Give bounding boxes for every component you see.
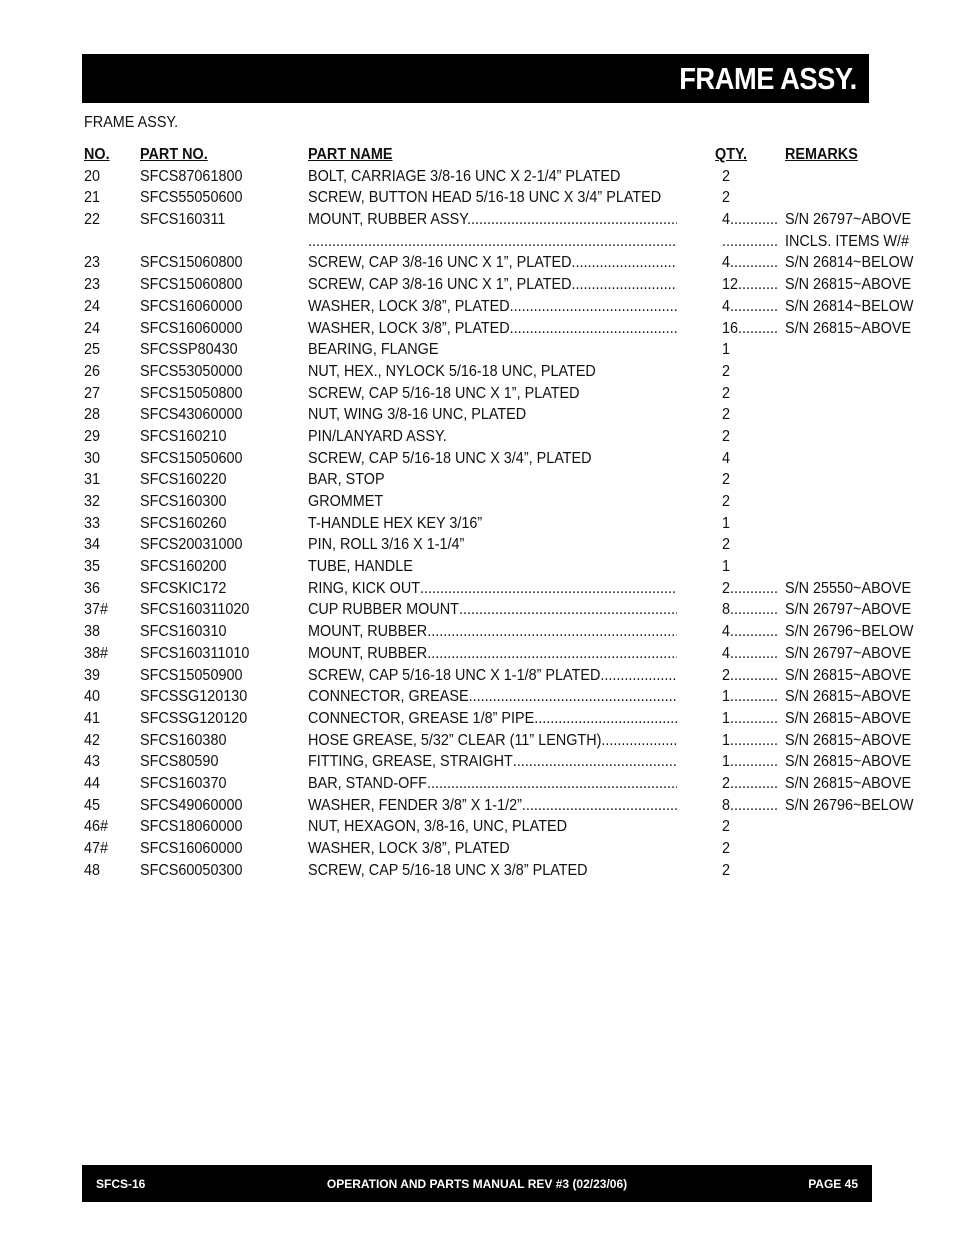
- row-qty: 2: [722, 840, 731, 857]
- row-qty-cell: [722, 578, 778, 599]
- footer-page-number: PAGE 45: [808, 1177, 858, 1191]
- row-part-no: SFCS15050900: [140, 666, 243, 684]
- row-no: 48: [84, 861, 101, 879]
- row-remarks: S/N 26815~ABOVE: [785, 731, 912, 749]
- row-qty: 2: [722, 362, 731, 380]
- row-part-name-cell: [308, 773, 677, 794]
- table-row: [84, 534, 944, 556]
- row-no: 42: [84, 731, 101, 749]
- row-part-name-cell: [308, 665, 677, 686]
- row-remarks: S/N 26815~ABOVE: [785, 688, 912, 706]
- dot-leader: [308, 231, 677, 252]
- table-row: [84, 665, 944, 687]
- row-part-no: SFCS160310: [140, 623, 227, 641]
- row-part-no: SFCS16060000: [140, 840, 243, 857]
- table-row: [84, 773, 944, 795]
- dot-leader: [730, 686, 778, 707]
- row-qty: 12: [722, 276, 739, 294]
- row-part-name-cell: [308, 166, 677, 187]
- row-qty-cell: [722, 209, 778, 230]
- dot-leader: [730, 209, 778, 230]
- row-part-name: WASHER, LOCK 3/8”, PLATED: [308, 319, 510, 337]
- row-part-no: SFCSSP80430: [140, 341, 238, 359]
- row-part-name: SCREW, CAP 5/16-18 UNC X 3/8” PLATED: [308, 861, 588, 879]
- row-part-no: SFCS160220: [140, 471, 227, 489]
- table-row: [84, 187, 944, 209]
- row-remarks: S/N 26815~ABOVE: [785, 319, 912, 337]
- column-header-part-no: PART NO.: [140, 146, 208, 163]
- row-qty: 4: [722, 623, 731, 641]
- row-qty: 2: [722, 579, 731, 597]
- table-row: [84, 491, 944, 513]
- row-qty: 1: [722, 514, 731, 532]
- row-remarks: S/N 26814~BELOW: [785, 297, 914, 315]
- row-no: 20: [84, 167, 101, 185]
- dot-leader: [572, 274, 677, 295]
- page-header-bar: [82, 54, 869, 103]
- row-part-name-cell: [308, 361, 677, 382]
- row-part-name: SCREW, CAP 3/8-16 UNC X 1”, PLATED: [308, 254, 572, 272]
- dot-leader: [600, 665, 677, 686]
- row-part-name-cell: [308, 491, 677, 512]
- row-part-name-cell: [308, 621, 677, 642]
- row-remarks: S/N 26815~ABOVE: [785, 774, 912, 792]
- row-part-name: MOUNT, RUBBER: [308, 623, 428, 641]
- dot-leader: [738, 318, 778, 339]
- dot-leader: [738, 274, 778, 295]
- table-row: [84, 361, 944, 383]
- dot-leader: [522, 795, 677, 816]
- row-part-no: SFCS53050000: [140, 362, 243, 380]
- table-row: [84, 469, 944, 491]
- dot-leader: [722, 231, 778, 252]
- dot-leader: [730, 773, 778, 794]
- row-part-no: SFCS80590: [140, 753, 219, 771]
- row-part-name: BEARING, FLANGE: [308, 341, 439, 359]
- dot-leader: [510, 296, 677, 317]
- row-part-name-cell: [308, 751, 677, 772]
- row-part-no: SFCS18060000: [140, 818, 243, 836]
- dot-leader: [510, 318, 677, 339]
- row-part-name-cell: [308, 838, 677, 859]
- row-part-no: SFCS15060800: [140, 276, 243, 294]
- row-qty: 1: [722, 688, 731, 706]
- row-no: 39: [84, 666, 101, 684]
- table-row: [84, 578, 944, 600]
- dot-leader: [513, 751, 677, 772]
- table-row: [84, 231, 944, 253]
- row-no: 47#: [84, 840, 109, 857]
- section-subtitle: FRAME ASSY.: [84, 114, 179, 131]
- table-row: [84, 686, 944, 708]
- row-part-name-cell: [308, 404, 677, 425]
- table-row: [84, 404, 944, 426]
- row-part-no: SFCS15050600: [140, 449, 243, 467]
- row-qty-cell: [722, 686, 778, 707]
- row-part-name: SCREW, CAP 5/16-18 UNC X 1”, PLATED: [308, 384, 580, 402]
- row-part-no: SFCS20031000: [140, 536, 243, 554]
- row-no: 36: [84, 579, 101, 597]
- row-qty: 8: [722, 601, 731, 619]
- dot-leader: [730, 643, 778, 664]
- row-no: 21: [84, 189, 101, 207]
- row-part-no: SFCS160200: [140, 558, 227, 576]
- row-part-name: SCREW, CAP 3/8-16 UNC X 1”, PLATED: [308, 276, 572, 294]
- dot-leader: [730, 751, 778, 772]
- row-no: 44: [84, 774, 101, 792]
- row-part-name-cell: [308, 860, 677, 881]
- row-part-no: SFCSSG120120: [140, 709, 248, 727]
- row-remarks: S/N 26797~ABOVE: [785, 644, 912, 662]
- column-header-no: NO.: [84, 146, 110, 163]
- row-part-name-cell: [308, 599, 677, 620]
- table-row: [84, 621, 944, 643]
- dot-leader: [730, 730, 778, 751]
- row-qty: 4: [722, 254, 731, 272]
- row-part-name: BAR, STAND-OFF: [308, 774, 427, 792]
- table-row: [84, 166, 944, 188]
- row-part-name-cell: [308, 339, 677, 360]
- row-part-name-cell: [308, 578, 677, 599]
- row-part-no: SFCS160311020: [140, 601, 250, 619]
- row-qty-cell: [722, 621, 778, 642]
- row-no: 31: [84, 471, 101, 489]
- row-part-name-cell: [308, 318, 677, 339]
- row-part-no: SFCS49060000: [140, 796, 243, 814]
- row-qty: 2: [722, 666, 731, 684]
- row-no: 29: [84, 427, 101, 445]
- footer-model: SFCS-16: [96, 1177, 146, 1191]
- row-part-no: SFCS15050800: [140, 384, 243, 402]
- row-part-name-cell: [308, 643, 677, 664]
- row-part-name: PIN/LANYARD ASSY.: [308, 427, 447, 445]
- row-qty: 4: [722, 449, 731, 467]
- row-qty: 1: [722, 753, 731, 771]
- table-row: [84, 296, 944, 318]
- row-part-name: SCREW, CAP 5/16-18 UNC X 3/4”, PLATED: [308, 449, 592, 467]
- dot-leader: [730, 795, 778, 816]
- row-remarks: S/N 26815~ABOVE: [785, 709, 912, 727]
- row-qty-cell: [722, 773, 778, 794]
- row-no: 46#: [84, 818, 109, 836]
- row-part-name: WASHER, LOCK 3/8”, PLATED: [308, 297, 510, 315]
- row-part-name: NUT, WING 3/8-16 UNC, PLATED: [308, 406, 527, 424]
- row-no: 35: [84, 558, 101, 576]
- row-no: 32: [84, 493, 101, 510]
- row-no: 37#: [84, 601, 109, 619]
- table-row: [84, 426, 944, 448]
- table-row: [84, 643, 944, 665]
- row-part-name: MOUNT, RUBBER: [308, 644, 428, 662]
- table-row: [84, 816, 944, 838]
- row-qty: 1: [722, 558, 731, 576]
- dot-leader: [730, 296, 778, 317]
- table-row: [84, 274, 944, 296]
- row-qty-cell: [722, 599, 778, 620]
- row-qty: 2: [722, 861, 731, 879]
- row-no: 23: [84, 254, 101, 272]
- dot-leader: [601, 730, 677, 751]
- row-part-name: T-HANDLE HEX KEY 3/16”: [308, 514, 483, 532]
- table-row: [84, 383, 944, 405]
- row-qty-cell: [722, 274, 778, 295]
- row-remarks: S/N 25550~ABOVE: [785, 579, 912, 597]
- table-row: [84, 209, 944, 231]
- row-qty-cell: [722, 318, 778, 339]
- row-part-no: SFCS16060000: [140, 319, 243, 337]
- row-part-name-cell: [308, 686, 677, 707]
- row-remarks: INCLS. ITEMS W/#: [785, 232, 910, 250]
- table-row: [84, 751, 944, 773]
- row-qty-cell: [722, 296, 778, 317]
- row-part-name-cell: [308, 708, 677, 729]
- row-qty-cell: [722, 708, 778, 729]
- row-part-name-cell: [308, 469, 677, 490]
- row-qty: 2: [722, 818, 731, 836]
- row-no: 40: [84, 688, 101, 706]
- row-no: 43: [84, 753, 101, 771]
- row-part-name: SCREW, BUTTON HEAD 5/16-18 UNC X 3/4” PLATED: [308, 189, 662, 207]
- row-no: 23: [84, 276, 101, 294]
- row-qty-cell: [722, 665, 778, 686]
- column-header-remarks: REMARKS: [785, 146, 858, 163]
- row-part-name-cell: [308, 556, 677, 577]
- row-remarks: S/N 26796~BELOW: [785, 796, 914, 814]
- row-qty: 16: [722, 319, 739, 337]
- row-no: 28: [84, 406, 101, 424]
- row-part-no: SFCS160300: [140, 493, 227, 510]
- row-part-no: SFCSKIC172: [140, 579, 227, 597]
- row-qty: 4: [722, 644, 731, 662]
- row-part-name: WASHER, LOCK 3/8”, PLATED: [308, 840, 510, 857]
- row-part-name: TUBE, HANDLE: [308, 558, 413, 576]
- row-part-no: SFCS160311010: [140, 644, 250, 662]
- dot-leader: [420, 578, 677, 599]
- row-part-name: CONNECTOR, GREASE: [308, 688, 469, 706]
- row-qty-cell: [722, 751, 778, 772]
- row-part-name-cell: [308, 534, 677, 555]
- row-qty-cell: [722, 252, 778, 273]
- row-part-name: CONNECTOR, GREASE 1/8” PIPE: [308, 709, 535, 727]
- column-header-qty: QTY.: [715, 146, 748, 163]
- row-part-name-cell: [308, 816, 677, 837]
- row-no: 41: [84, 709, 101, 727]
- dot-leader: [427, 773, 677, 794]
- row-qty: 2: [722, 471, 731, 489]
- row-qty: 1: [722, 709, 731, 727]
- dot-leader: [427, 621, 677, 642]
- row-part-name-cell: [308, 209, 677, 230]
- row-qty-cell: [722, 643, 778, 664]
- page-title: FRAME ASSY.: [679, 61, 857, 96]
- row-part-no: SFCS60050300: [140, 861, 243, 879]
- table-body: [84, 166, 944, 882]
- row-qty: 2: [722, 384, 731, 402]
- row-qty: 2: [722, 406, 731, 424]
- row-qty: 2: [722, 536, 731, 554]
- row-part-name: RING, KICK OUT: [308, 579, 421, 597]
- row-part-name-cell: [308, 383, 677, 404]
- row-no: 38#: [84, 644, 109, 662]
- row-qty: 1: [722, 731, 731, 749]
- row-part-name: NUT, HEXAGON, 3/8-16, UNC, PLATED: [308, 818, 568, 836]
- row-no: 26: [84, 362, 101, 380]
- table-row: [84, 448, 944, 470]
- row-qty-cell: [722, 730, 778, 751]
- dot-leader: [471, 209, 677, 230]
- row-part-name: FITTING, GREASE, STRAIGHT: [308, 753, 513, 771]
- table-row: [84, 838, 944, 860]
- dot-leader: [427, 643, 677, 664]
- row-no: 38: [84, 623, 101, 641]
- row-part-name-cell: [308, 448, 677, 469]
- dot-leader: [730, 252, 778, 273]
- row-no: 24: [84, 319, 101, 337]
- dot-leader: [730, 599, 778, 620]
- row-part-no: SFCS160210: [140, 427, 227, 445]
- row-qty: 4: [722, 211, 731, 229]
- row-remarks: S/N 26814~BELOW: [785, 254, 914, 272]
- table-row: [84, 599, 944, 621]
- row-part-name: CUP RUBBER MOUNT: [308, 601, 459, 619]
- row-remarks: S/N 26815~ABOVE: [785, 666, 912, 684]
- dot-leader: [459, 599, 677, 620]
- row-no: 22: [84, 211, 101, 229]
- row-no: 27: [84, 384, 101, 402]
- row-part-name: PIN, ROLL 3/16 X 1-1/4”: [308, 536, 465, 554]
- row-part-name: BAR, STOP: [308, 471, 385, 489]
- row-part-name: BOLT, CARRIAGE 3/8-16 UNC X 2-1/4” PLATED: [308, 167, 621, 185]
- row-part-name: NUT, HEX., NYLOCK 5/16-18 UNC, PLATED: [308, 362, 596, 380]
- table-row: [84, 339, 944, 361]
- row-part-no: SFCS55050600: [140, 189, 243, 207]
- column-header-part-name: PART NAME: [308, 146, 393, 163]
- row-qty: 1: [722, 341, 731, 359]
- table-header-row: [84, 144, 944, 166]
- row-part-no: SFCS160380: [140, 731, 227, 749]
- table-row: [84, 708, 944, 730]
- dot-leader: [534, 708, 677, 729]
- row-part-no: SFCS160370: [140, 774, 227, 792]
- table-row: [84, 795, 944, 817]
- row-qty: 2: [722, 774, 731, 792]
- row-qty: 4: [722, 297, 731, 315]
- dot-leader: [730, 578, 778, 599]
- dot-leader: [730, 621, 778, 642]
- table-row: [84, 513, 944, 535]
- row-qty: 2: [722, 493, 731, 510]
- dot-leader: [469, 686, 677, 707]
- table-row: [84, 318, 944, 340]
- dot-leader: [730, 708, 778, 729]
- row-qty: 8: [722, 796, 731, 814]
- row-remarks: S/N 26797~ABOVE: [785, 211, 912, 229]
- row-part-no: SFCS43060000: [140, 406, 243, 424]
- table-row: [84, 730, 944, 752]
- row-qty: 2: [722, 189, 731, 207]
- row-part-name: HOSE GREASE, 5/32” CLEAR (11” LENGTH): [308, 731, 602, 749]
- dot-leader: [730, 665, 778, 686]
- page-footer-bar: [82, 1165, 872, 1202]
- row-no: 33: [84, 514, 101, 532]
- row-part-no: SFCS160260: [140, 514, 227, 532]
- row-part-name: MOUNT, RUBBER ASSY.: [308, 211, 471, 229]
- row-part-no: SFCS87061800: [140, 167, 243, 185]
- row-no: 25: [84, 341, 101, 359]
- row-remarks: S/N 26815~ABOVE: [785, 753, 912, 771]
- row-part-name-cell: [308, 795, 677, 816]
- row-part-name: WASHER, FENDER 3/8” X 1-1/2”: [308, 796, 522, 814]
- row-remarks: S/N 26796~BELOW: [785, 623, 914, 641]
- row-remarks: S/N 26797~ABOVE: [785, 601, 912, 619]
- row-part-name-cell: [308, 730, 677, 751]
- table-row: [84, 252, 944, 274]
- row-part-name-cell: [308, 252, 677, 273]
- row-no: 24: [84, 297, 101, 315]
- row-no: 45: [84, 796, 101, 814]
- row-part-no: SFCS15060800: [140, 254, 243, 272]
- row-part-name-cell: [308, 274, 677, 295]
- row-part-name-cell: [308, 426, 677, 447]
- row-qty: 2: [722, 167, 731, 185]
- row-qty-cell: [722, 231, 778, 252]
- table-row: [84, 860, 944, 882]
- row-no: 30: [84, 449, 101, 467]
- table-row: [84, 556, 944, 578]
- parts-table: [84, 144, 944, 881]
- row-part-no: SFCS160311: [140, 211, 226, 229]
- row-part-name: GROMMET: [308, 493, 384, 510]
- row-part-no: SFCS16060000: [140, 297, 243, 315]
- row-part-name-cell: [308, 187, 677, 208]
- row-qty-cell: [722, 795, 778, 816]
- row-part-name-cell: [308, 513, 677, 534]
- row-part-name: SCREW, CAP 5/16-18 UNC X 1-1/8” PLATED: [308, 666, 601, 684]
- row-part-no: SFCSSG120130: [140, 688, 248, 706]
- row-part-name-cell: [308, 231, 677, 252]
- row-no: 34: [84, 536, 101, 554]
- row-remarks: S/N 26815~ABOVE: [785, 276, 912, 294]
- row-qty: 2: [722, 427, 731, 445]
- footer-manual-title: OPERATION AND PARTS MANUAL REV #3 (02/23/06): [326, 1177, 628, 1191]
- dot-leader: [572, 252, 677, 273]
- row-part-name-cell: [308, 296, 677, 317]
